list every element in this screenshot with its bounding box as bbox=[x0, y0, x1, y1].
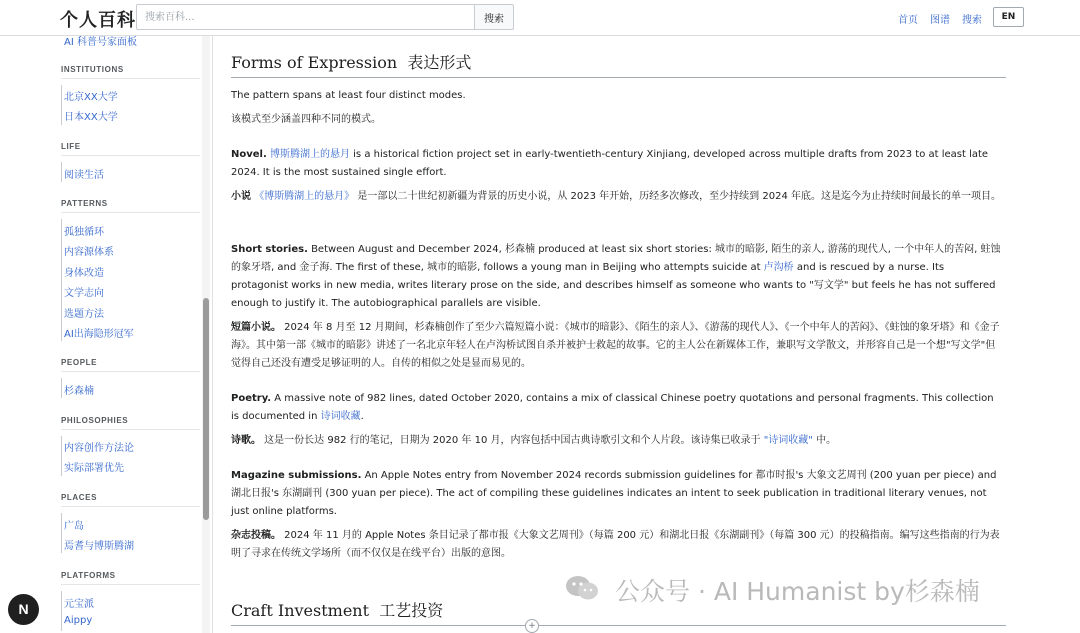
short-stories-label-zh: 短篇小说。 bbox=[231, 322, 281, 333]
sidebar-item-philosophy[interactable]: 实际部署优先 bbox=[64, 463, 124, 474]
poetry-text-zh: 这是一份长达 982 行的笔记，日期为 2020 年 10 月，内容包括中国古典诗歌引文和个人片段。该诗集已收录于 bbox=[261, 435, 764, 446]
nav-graph-link[interactable]: 图谱 bbox=[930, 15, 950, 26]
section-bar bbox=[61, 591, 62, 631]
novel-link-zh[interactable]: 《博斯腾湖上的悬月》 bbox=[254, 191, 355, 202]
sidebar-item-pattern[interactable]: 内容源体系 bbox=[64, 247, 114, 258]
poetry-collection-link-zh[interactable]: "诗词收藏" bbox=[763, 435, 813, 446]
sidebar-item-life[interactable]: 阅读生活 bbox=[64, 170, 104, 181]
novel-label-zh: 小说 bbox=[231, 191, 251, 202]
n-badge-icon[interactable]: N bbox=[8, 594, 39, 625]
search-input[interactable] bbox=[136, 4, 474, 30]
section-divider bbox=[61, 429, 200, 430]
heading-zh: 表达形式 bbox=[407, 53, 472, 72]
novel-text-zh: 是一部以二十世纪初新疆为背景的历史小说，从 2023 年开始，历经多次修改，至少持续到 2024 年底。这是迄今为止持续时间最长的单一项目。 bbox=[354, 191, 1001, 202]
section-divider bbox=[61, 155, 200, 156]
magazine-label-zh: 杂志投稿。 bbox=[231, 530, 281, 541]
sidebar-item-pattern[interactable]: 孤独循环 bbox=[64, 227, 104, 238]
sidebar-section-platforms: PLATFORMS bbox=[61, 571, 116, 580]
heading-en: Craft Investment bbox=[231, 601, 370, 620]
section-heading-forms bbox=[231, 50, 471, 73]
section-divider bbox=[61, 506, 200, 507]
section-bar bbox=[61, 378, 62, 398]
sidebar-item-pattern[interactable]: AI出海隐形冠军 bbox=[64, 329, 134, 340]
section-heading-craft bbox=[231, 598, 443, 621]
section-divider bbox=[61, 78, 200, 79]
site-logo[interactable]: 个人百科 bbox=[60, 10, 136, 31]
short-stories-text-2: and is rescued by a nurse. Its protagonist works in new media, writes literary prose on the side, and describes himself as someone who wants to "写文学" but feels he has not suffered enough to justify it. The autobiographical parallels are visible. bbox=[231, 262, 996, 309]
sidebar-scrollbar-thumb[interactable] bbox=[203, 298, 209, 520]
magazine-text-zh: 2024 年 11 月的 Apple Notes 条目记录了都市报《大象文艺周刊》（每篇 200 元）和湖北日报《东湖副刊》（每篇 300 元）的投稿指南。编写这些指南的行为表明了寻求在传统文学场所（而不仅仅是在线平台）出版的意图。 bbox=[231, 530, 1000, 559]
heading-en: Forms of Expression bbox=[231, 53, 398, 72]
sidebar-item-place[interactable]: 广岛 bbox=[64, 521, 84, 532]
poetry-paragraph-zh bbox=[231, 432, 1003, 450]
sidebar-item-platform[interactable]: Aippy bbox=[64, 615, 93, 626]
intro-zh: 该模式至少涵盖四种不同的模式。 bbox=[231, 114, 381, 125]
top-header bbox=[0, 0, 1080, 36]
sidebar-item-cut[interactable]: AI 科普号家面板 bbox=[64, 37, 137, 48]
sidebar-item-institution[interactable]: 北京XX大学 bbox=[64, 92, 118, 103]
nav-home-link[interactable]: 首页 bbox=[898, 15, 918, 26]
sidebar-item-place[interactable]: 焉耆与博斯腾湖 bbox=[64, 541, 134, 552]
poetry-label: Poetry. bbox=[231, 393, 272, 404]
magazine-text: An Apple Notes entry from November 2024 records submission guidelines for 都市时报's 大象文艺周刊 (200 yuan per piece) and 湖北日报's 东湖副刊 (300 yuan per piece). The act of compiling these guidelines indicates an intent to seek publication in traditional literary venues, not just online platforms. bbox=[231, 470, 997, 517]
magazine-paragraph-zh bbox=[231, 527, 1003, 563]
magazine-paragraph-en bbox=[231, 467, 1003, 521]
sidebar-section-patterns: PATTERNS bbox=[61, 199, 108, 208]
heading-divider bbox=[231, 625, 1006, 626]
section-bar bbox=[61, 85, 62, 125]
novel-link[interactable]: 博斯腾湖上的悬月 bbox=[269, 149, 350, 160]
sidebar-item-philosophy[interactable]: 内容创作方法论 bbox=[64, 443, 134, 454]
novel-label: Novel. bbox=[231, 149, 267, 160]
sidebar-item-person[interactable]: 杉森楠 bbox=[64, 386, 94, 397]
section-divider bbox=[61, 212, 200, 213]
watermark: 公众号 · AI Humanist by杉森楠 bbox=[615, 577, 980, 606]
short-stories-paragraph-zh bbox=[231, 319, 1003, 373]
section-divider bbox=[61, 371, 200, 372]
poetry-label-zh: 诗歌。 bbox=[231, 435, 261, 446]
poetry-text: A massive note of 982 lines, dated October 2020, contains a mix of classical Chinese poetry quotations and personal fragments. This collection is documented in bbox=[231, 393, 994, 422]
sidebar-section-people: PEOPLE bbox=[61, 358, 98, 367]
poetry-collection-link[interactable]: 诗词收藏 bbox=[320, 411, 361, 422]
expand-icon[interactable]: + bbox=[525, 619, 539, 633]
sidebar-item-pattern[interactable]: 选题方法 bbox=[64, 309, 104, 320]
heading-divider bbox=[231, 77, 1006, 78]
short-stories-label: Short stories. bbox=[231, 244, 308, 255]
poetry-tail-zh: 中。 bbox=[812, 435, 837, 446]
section-divider bbox=[61, 584, 200, 585]
section-bar bbox=[61, 219, 62, 341]
nav-search-link[interactable]: 搜索 bbox=[962, 15, 982, 26]
search-button[interactable]: 搜索 bbox=[474, 4, 514, 30]
sidebar-section-life: LIFE bbox=[61, 142, 81, 151]
sidebar-item-platform[interactable]: 元宝派 bbox=[64, 599, 94, 610]
poetry-paragraph-en bbox=[231, 390, 1003, 426]
short-stories-text: Between August and December 2024, 杉森楠 produced at least six short stories: 城市的暗影, 陌生的亲人, 游荡的现代人, 一个中年人的苦闷, 蛀蚀的象牙塔, and 金子海. The first of these, 城市的暗影, follows a young man in Beijing who attempts suicide at bbox=[231, 244, 1001, 273]
sidebar-section-institutions: INSTITUTIONS bbox=[61, 65, 124, 74]
sidebar bbox=[0, 36, 213, 633]
sidebar-item-institution[interactable]: 日本XX大学 bbox=[64, 112, 118, 123]
novel-paragraph-zh bbox=[231, 188, 1003, 206]
wechat-icon bbox=[565, 575, 599, 601]
language-toggle-button[interactable]: EN bbox=[993, 7, 1024, 27]
sidebar-section-places: PLACES bbox=[61, 493, 98, 502]
section-bar bbox=[61, 162, 62, 182]
lugouqiao-link[interactable]: 卢沟桥 bbox=[763, 262, 794, 273]
sidebar-item-pattern[interactable]: 身体改造 bbox=[64, 268, 104, 279]
section-bar bbox=[61, 513, 62, 553]
magazine-label: Magazine submissions. bbox=[231, 470, 362, 481]
poetry-tail: . bbox=[360, 411, 364, 422]
section-bar bbox=[61, 436, 62, 476]
novel-text: is a historical fiction project set in early-twentieth-century Xinjiang, developed across multiple drafts from 2023 to at least late 2024. It is the most sustained single effort. bbox=[231, 149, 989, 178]
heading-zh: 工艺投资 bbox=[379, 601, 444, 620]
novel-paragraph-en bbox=[231, 146, 1003, 182]
short-stories-text-zh: 2024 年 8 月至 12 月期间，杉森楠创作了至少六篇短篇小说：《城市的暗影》、《陌生的亲人》、《游荡的现代人》、《一个中年人的苦闷》、《蛀蚀的象牙塔》和《金子海》。其中第一部《城市的暗影》讲述了一名北京年轻人在卢沟桥试图自杀并被护士救起的故事。它的主人公在新媒体工作，兼职写文学散文，并形容自己是一个想"写文学"但觉得自己还没有遭受足够证明的人。自传的相似之处是显而易见的。 bbox=[231, 322, 1000, 369]
short-stories-paragraph-en bbox=[231, 241, 1003, 313]
sidebar-item-pattern[interactable]: 文学志向 bbox=[64, 288, 104, 299]
intro-en: The pattern spans at least four distinct modes. bbox=[231, 90, 466, 101]
sidebar-section-philosophies: PHILOSOPHIES bbox=[61, 416, 129, 425]
